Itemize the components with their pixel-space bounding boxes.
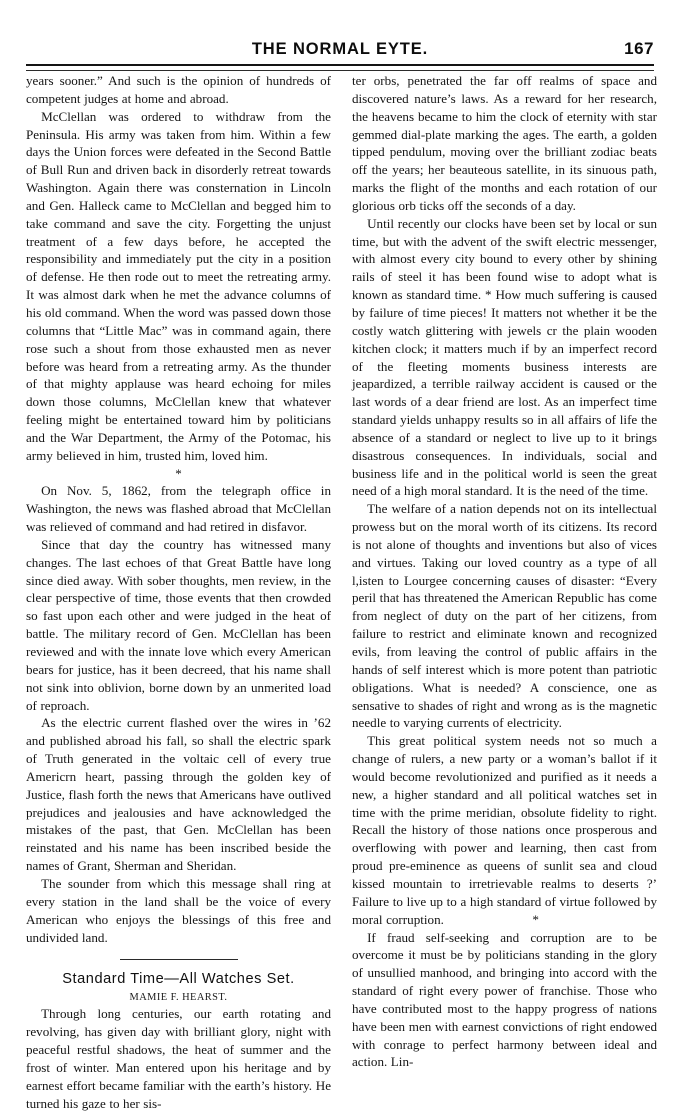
page-title: THE NORMAL EYTE.: [251, 40, 429, 58]
paragraph: The sounder from which this message shall ring at every station in the land shall be the voice of every American who enjoys the blessings of this free and undivided land.: [26, 875, 331, 945]
paragraph: If fraud self-seeking and corruption are to be overcome it must be by politicians standing in the glory of unsullied manhood, and bringing into accord with the standard of right every power of franchise. Those who have contributed most to the happy progress of nations have been men with earnest convictions of right endowed with conrage to perfect harmony between ideal and action. Lin-: [352, 929, 657, 1070]
paragraph: The welfare of a nation depends not on its intellectual prowess but on the moral worth of its citizens. Its record is not alone of thoughts and inventions but also of vices and virtues. Taking our loved country as a type of all l,isten to Lourgee concerning causes of disaster: “Every peril that has threatened the American Republic has come from neglect of duty on the part of her citizens, from failure to restrict and eliminate known and recognized evils, from leaving the control of public affairs in the hands of self interest which is more potent than patriotic obligations. What is needed? A conscience, one as sensative to shades of right and wrong as is the magnetic needle to varying currents of electricity.: [352, 501, 657, 731]
paragraph: On Nov. 5, 1862, from the telegraph office in Washington, the news was flashed abroad that McClellan was relieved of command and had retired in disfavor.: [26, 483, 331, 535]
asterisk-separator: *: [532, 911, 539, 927]
paragraph-text: This great political system needs not so much a change of rulers, a new party or a woman’s ballot if it would become revolutionized and purified as it needs a new, a higher standard and all political watches set in time with the prime meridian, obsolute fidelity to right. Recall the history of those nations once prosperous and overflowing with power and learning, then cast from proud pre-eminence as queens of sunlit sea and cloud kissed mountain to irretrievable realms to deserts ?’ Failure to live up to a high standard of virtue followed by moral corruption.: [352, 733, 657, 927]
paragraph: [352, 732, 657, 928]
section-divider-rule: [120, 959, 238, 960]
left-column: [26, 72, 331, 1111]
two-column-body: [26, 72, 657, 1111]
paragraph: Through long centuries, our earth rotating and revolving, has given day with brilliant glory, night with peaceful restful shadows, the heat of summer and the frost of winter. Man entered upon his heritage and by earnest effort became familiar with the earth’s history. He turned his gaze to her sis-: [26, 1006, 331, 1111]
article-byline: MAMIE F. HEARST.: [129, 992, 228, 1004]
header-double-rule: [26, 64, 654, 71]
paragraph: ter orbs, penetrated the far off realms of space and discovered nature’s laws. As a reward for her research, the heavens became to him the clock of eternity with star gemmed dial-plate marking the ages. The earth, a golden tipped pendulum, moving over the brilliant zodiac beats off the years; her beauteous satellite, in its sinuous path, marks the flight of the months and each rotation of our glorious orb ticks off the seconds of a day.: [352, 73, 657, 213]
page-number: 167: [624, 39, 654, 58]
asterisk-separator: *: [175, 465, 182, 481]
paragraph: As the electric current flashed over the wires in ’62 and published abroad his fall, so shall the electric spark of Truth generated in the voltaic cell of every true Americrn heart, passing through the golden key of Justice, flash forth the news that Americans have outlived prejudices and jealousies and have acknowledged the mistakes of the past, that Gen. McClellan has been reinstated and his name has been inscribed beside the names of Grant, Sherman and Sheridan.: [26, 715, 331, 874]
paragraph: years sooner.” And such is the opinion of hundreds of competent judges at home and abroad.: [26, 73, 331, 106]
paragraph: Since that day the country has witnessed many changes. The last echoes of that Great Battle have long since died away. With sober thoughts, men review, in the clear perspective of time, those events that then crowded so fast upon each other and were judged in the heat of battle. The military record of Gen. McClellan has been reviewed and with the innate love which every American bears for justice, has it been decreed, that his name shall not sink into oblivion, borne down by an unmerited load of reproach.: [26, 536, 331, 713]
article-heading: Standard Time—All Watches Set.: [62, 971, 295, 988]
right-column: [352, 72, 657, 1070]
running-header: [26, 40, 654, 62]
paragraph: Until recently our clocks have been set by local or sun time, but with the advent of the swift electric messenger, with almost every city bound to every other by shining rails of steel it has been found wise to adopt what is known as standard time. * How much suffering is caused by failure of time pieces! It matters not whether it be the costly watch glittering with jewels cr the plain wooden kitchen clock; it matters much if by an imperfect record of the fleeting moments business interests are jeapardized, a terrible railway accident is caused or the last words of a dear friend are lost. As an imperfect time standard yields unhappy results so in all affairs of life the absence of a standard or neglect to live up to it brings disastrous consequences. In individuals, social and business life and in the political world is seen the great need of a high moral standard. It is the need of the time.: [352, 215, 657, 499]
paragraph: McClellan was ordered to withdraw from the Peninsula. His army was taken from him. Within a few days the Union forces were defeated in the Second Battle of Bull Run and driven back in disorderly retreat towards Washington. Again there was consternation in Lincoln and Gen. Halleck came to McClellan and begged him to take command and save the city. Forgetting the unjust treatment of a few days before, he accepted the responsibility and immediately put the city in a position of defense. He then rode out to meet the retreating army. It was almost dark when he met the advance columns of his old command. When the word was passed down those columns that “Little Mac” was in command again, there rose such a shout from those exhausted men as never before was heard from a retreating army. As the thunder of that mighty applause was heard echoing for miles down those columns, McClellan knew that whatever feeling might be entertained toward him by politicians and the War Department, the Army of the Potomac, his army believed in him, trusted him, loved him.: [26, 108, 331, 463]
